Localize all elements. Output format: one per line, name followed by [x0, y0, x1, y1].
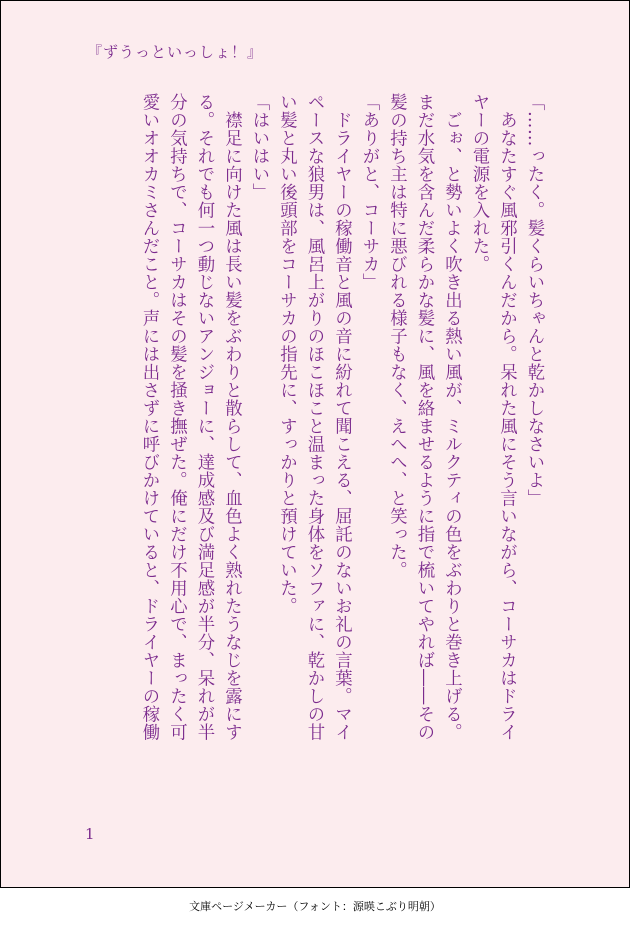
text-line: あなたすぐ風邪引くんだから。呆れた風にそう言いながら、コーサカはドライ	[496, 93, 517, 741]
text-line: る。それでも何一つ動じないアンジョーに、達成感及び満足感が半分、呆れが半	[194, 93, 214, 741]
page-title: 『ずうっといっしょ！』	[87, 43, 264, 61]
text-line: 分の気持ちで、コーサカはその髪を掻き撫ぜた。俺にだけ不用心で、まったく可	[166, 93, 187, 741]
text-line: まだ水気を含んだ柔らかな髪に、風を絡ませるように指で梳いてやれば――その	[414, 93, 434, 741]
text-line: 髪の持ち主は特に悪びれる様子もなく、えへへ、と笑った。	[386, 93, 407, 579]
text-line: 「……ったく。髪くらいちゃんと乾かしなさいよ」	[524, 93, 544, 507]
text-line: ごぉ、と勢いよく吹き出る熱い風が、ミルクティの色をぶわりと巻き上げる。	[441, 93, 462, 741]
text-line: ペースな狼男は、風呂上がりのほこほこと温まった身体をソファに、乾かしの甘	[304, 93, 324, 741]
footer-credit: 文庫ページメーカー（フォント：源暎こぶり明朝）	[189, 900, 441, 913]
page-number: 1	[85, 825, 95, 843]
text-line: 「はいはい」	[249, 93, 269, 201]
vertical-text-body	[135, 93, 548, 813]
text-line: 「ありがと、コーサカ」	[359, 93, 379, 291]
text-line: 愛いオオカミさんだこと。声には出さずに呼びかけていると、ドライヤーの稼働	[139, 93, 159, 741]
text-line: い髪と丸い後頭部をコーサカの指先に、すっかりと預けていた。	[276, 93, 297, 615]
text-line: ヤーの電源を入れた。	[469, 93, 489, 273]
text-line: 襟足に向けた風は長い髪をぶわりと散らして、血色よく熟れたうなじを露にす	[221, 93, 242, 741]
text-line: ドライヤーの稼働音と風の音に紛れて聞こえる、屈託のないお礼の言葉。マイ	[331, 93, 352, 741]
